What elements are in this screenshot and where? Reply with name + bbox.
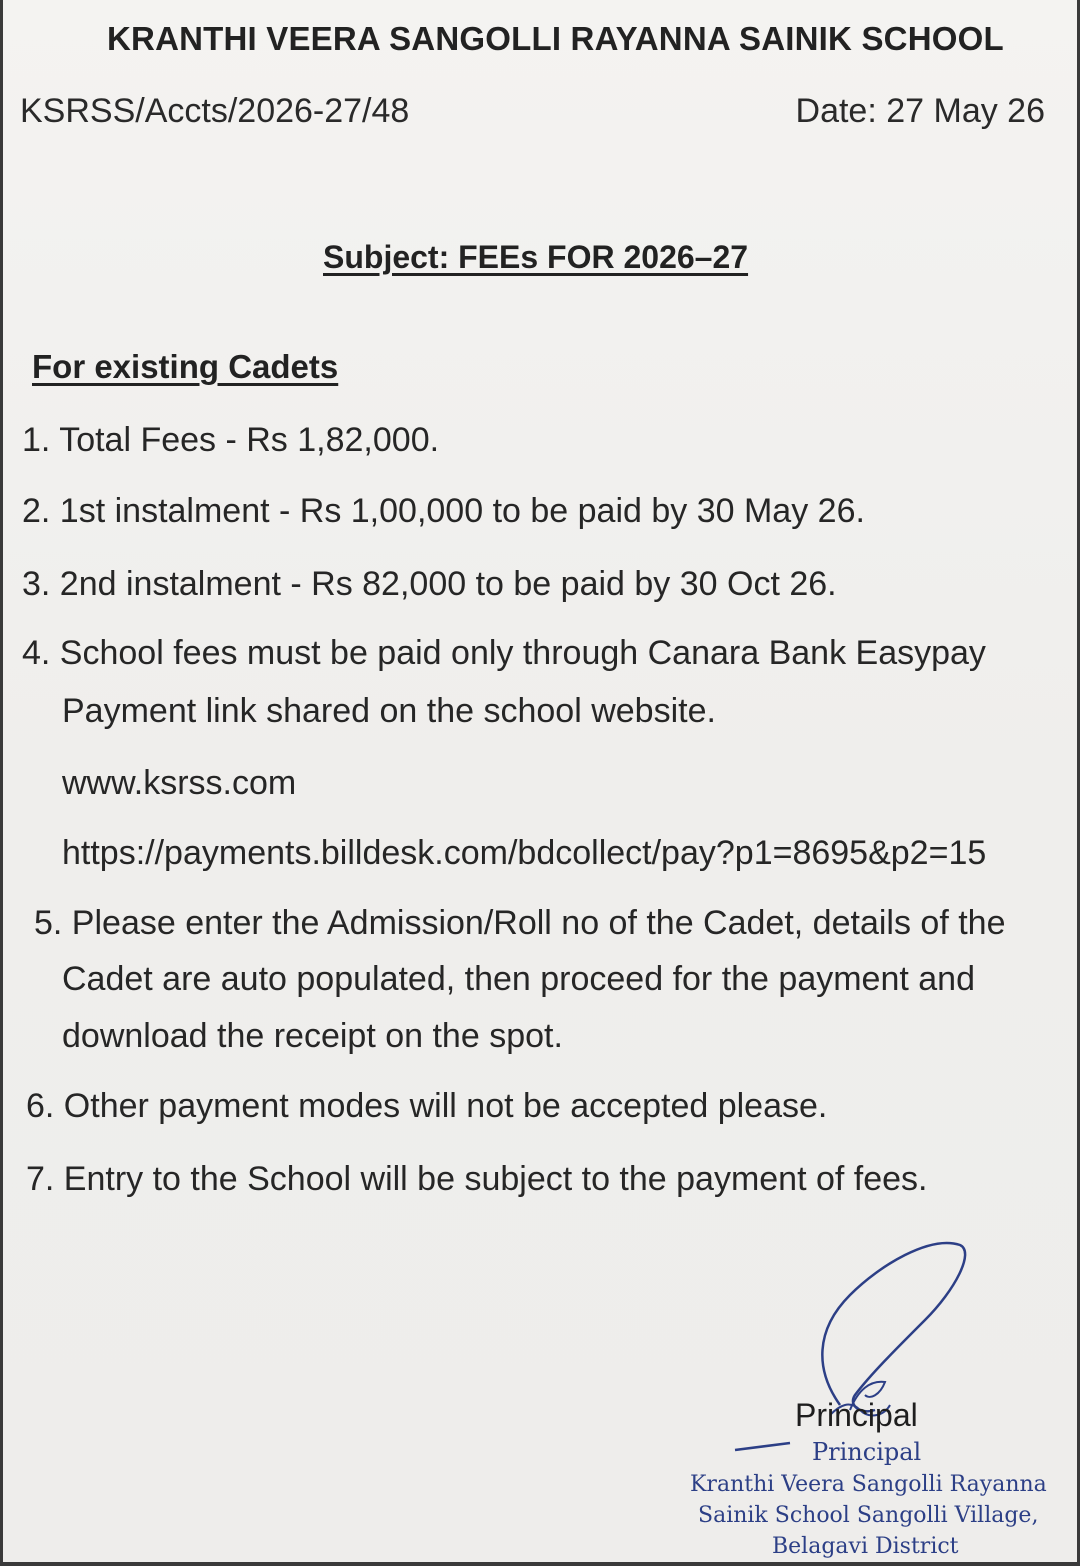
fee-item-other-modes: 6. Other payment modes will not be accepted please. (26, 1087, 828, 1125)
school-website: www.ksrss.com (62, 764, 297, 802)
stamp-line-village: Sainik School Sangolli Village, (698, 1503, 1039, 1528)
school-name: KRANTHI VEERA SANGOLLI RAYANNA SAINIK SCHOOL (107, 20, 1004, 57)
reference-number: KSRSS/Accts/2026-27/48 (20, 92, 410, 130)
fee-item-instructions-cont: Cadet are auto populated, then proceed for the payment and (62, 960, 975, 998)
fee-item-second-instalment: 3. 2nd instalment - Rs 82,000 to be paid by 30 Oct 26. (22, 565, 837, 603)
payment-url: https://payments.billdesk.com/bdcollect/pay?p1=8695&p2=15 (62, 834, 987, 872)
fee-item-entry-condition: 7. Entry to the School will be subject to the payment of fees. (26, 1160, 928, 1198)
section-heading: For existing Cadets (32, 348, 339, 385)
stamp-line-title: Principal (812, 1438, 922, 1466)
page-border-left (0, 0, 3, 1566)
fee-item-total: 1. Total Fees - Rs 1,82,000. (22, 421, 440, 459)
fee-item-instructions-end: download the receipt on the spot. (62, 1017, 563, 1055)
fee-item-first-instalment: 2. 1st instalment - Rs 1,00,000 to be paid by 30 May 26. (22, 492, 865, 530)
stamp-line-district: Belagavi District (772, 1534, 959, 1559)
stamp-line-school: Kranthi Veera Sangolli Rayanna (690, 1472, 1047, 1497)
principal-designation: Principal (795, 1397, 918, 1433)
page-border-bottom (0, 1562, 1080, 1566)
fee-item-payment-mode: 4. School fees must be paid only through Canara Bank Easypay (22, 634, 986, 672)
fee-item-instructions: 5. Please enter the Admission/Roll no of the Cadet, details of the (34, 904, 1006, 942)
fee-item-payment-mode-cont: Payment link shared on the school website. (62, 692, 716, 730)
letter-date: Date: 27 May 26 (795, 92, 1045, 130)
subject-line: Subject: FEEs FOR 2026–27 (323, 239, 749, 275)
